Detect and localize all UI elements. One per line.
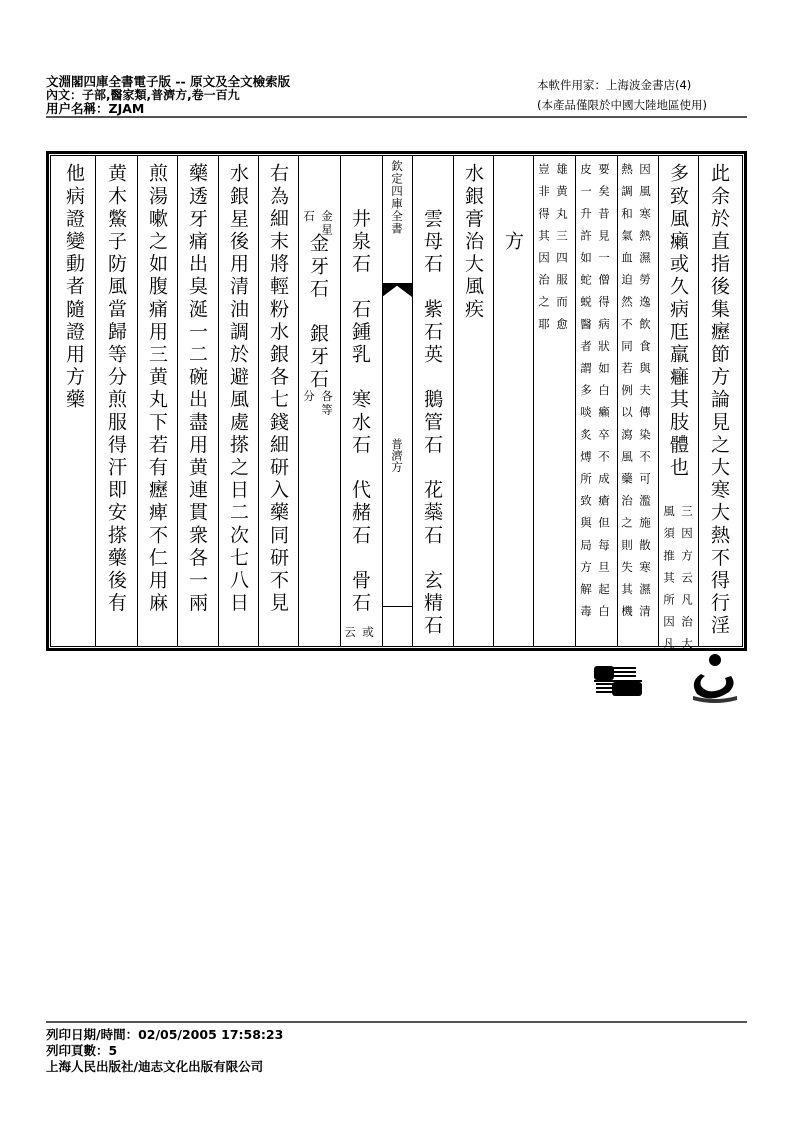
header-divider — [46, 116, 747, 118]
column-divider — [298, 155, 299, 647]
ingredient-column: 金牙石 銀牙石 — [307, 233, 329, 392]
column-divider — [95, 155, 96, 647]
publisher: 上海人民出版社/迪志文化出版有限公司 — [46, 1059, 264, 1074]
text-column: 煎湯嗽之如腹痛用三黄丸下若有癧痺不仁用麻 — [146, 163, 168, 615]
annotation: 石 — [302, 210, 316, 222]
product-title: 文淵閣四庫全書電子版 -- 原文及全文檢索版 — [46, 74, 291, 89]
text-column: 右為細末將輕粉水銀各七錢細研入藥同研不見 — [267, 163, 289, 615]
recipe-title: 水銀膏治大風疾 — [462, 163, 484, 322]
annotation-column: 因風寒熱濕勞逸飲食與夫傳染不可濫施散寒濕清 — [638, 163, 652, 628]
print-pages: 列印頁數：5 — [46, 1043, 118, 1058]
column-divider — [453, 155, 454, 647]
ingredient-column: 雲母石 紫石英 鵝管石 花蘂石 玄精石 — [421, 163, 443, 638]
column-divider — [658, 155, 659, 647]
annotation-column: 豈非得其因治之耶 — [537, 163, 551, 340]
text-column: 多致風癩或久病尫羸癰其肢體也 — [667, 163, 689, 480]
column-divider — [617, 155, 618, 647]
print-datetime: 列印日期/時間：02/05/2005 17:58:23 — [46, 1027, 284, 1042]
column-divider — [493, 155, 494, 647]
column-divider — [177, 155, 178, 647]
annotation-column: 皮一升許如蛇蜕醫者謂多啖炙煿所致與局方解毒 — [579, 163, 593, 628]
text-column: 藥透牙痛出臭涎一二碗出盡用黄連貫衆各一兩 — [186, 163, 208, 615]
publisher-logo-emblem — [685, 652, 745, 704]
annotation: 分 — [302, 390, 316, 402]
annotation: 云 — [343, 626, 357, 638]
strip-divider — [382, 606, 412, 607]
column-divider — [698, 155, 699, 647]
column-divider — [340, 155, 341, 647]
annotation-column: 雄黄丸三四服而愈 — [555, 163, 569, 340]
column-divider — [137, 155, 138, 647]
column-divider — [412, 155, 413, 647]
annotation-column: 要矣昔見一僧得病狀如白癩卒不成瘡但每旦起白 — [597, 163, 611, 628]
text-column: 水銀星後用清油調於避風處搽之日二次七八日 — [227, 163, 249, 615]
column-divider — [575, 155, 576, 647]
annotation-column: 三因方云凡治大 — [680, 505, 694, 660]
heading-column: 方 — [502, 163, 524, 254]
section-title: 普濟方 — [390, 438, 404, 473]
annotation-column: 熱調和氣血迫然不同若例以瀉風藥治之則失其機 — [620, 163, 634, 628]
column-divider — [533, 155, 534, 647]
book-title: 欽定四庫全書 — [390, 160, 404, 235]
publisher-logo-books — [592, 660, 652, 702]
text-column: 此余於直指後集癧節方論見之大寒大熱不得行淫 — [708, 163, 730, 638]
content-path: 內文：子部,醫家類,普濟方,卷一百九 — [46, 88, 240, 102]
text-column: 他病證變動者隨證用方藥 — [63, 163, 85, 412]
footer-divider — [46, 1021, 747, 1023]
annotation: 金星 — [320, 210, 334, 237]
usage-restriction: (本產品僅限於中國大陸地區使用) — [537, 98, 707, 112]
annotation: 各等 — [320, 390, 334, 417]
column-divider — [258, 155, 259, 647]
annotation: 或 — [361, 626, 375, 638]
licensee: 本軟件用家：上海波金書店(4) — [537, 78, 692, 92]
annotation-column: 風須推其所因凡 — [662, 505, 676, 660]
user-name: 用户名稱：ZJAM — [46, 101, 145, 116]
ingredient-column: 井泉石 石鍾乳 寒水石 代赭石 骨石 — [349, 163, 371, 615]
column-divider — [218, 155, 219, 647]
text-column: 黄木鱉子防風當歸等分煎服得汗即安搽藥後有 — [105, 163, 127, 615]
